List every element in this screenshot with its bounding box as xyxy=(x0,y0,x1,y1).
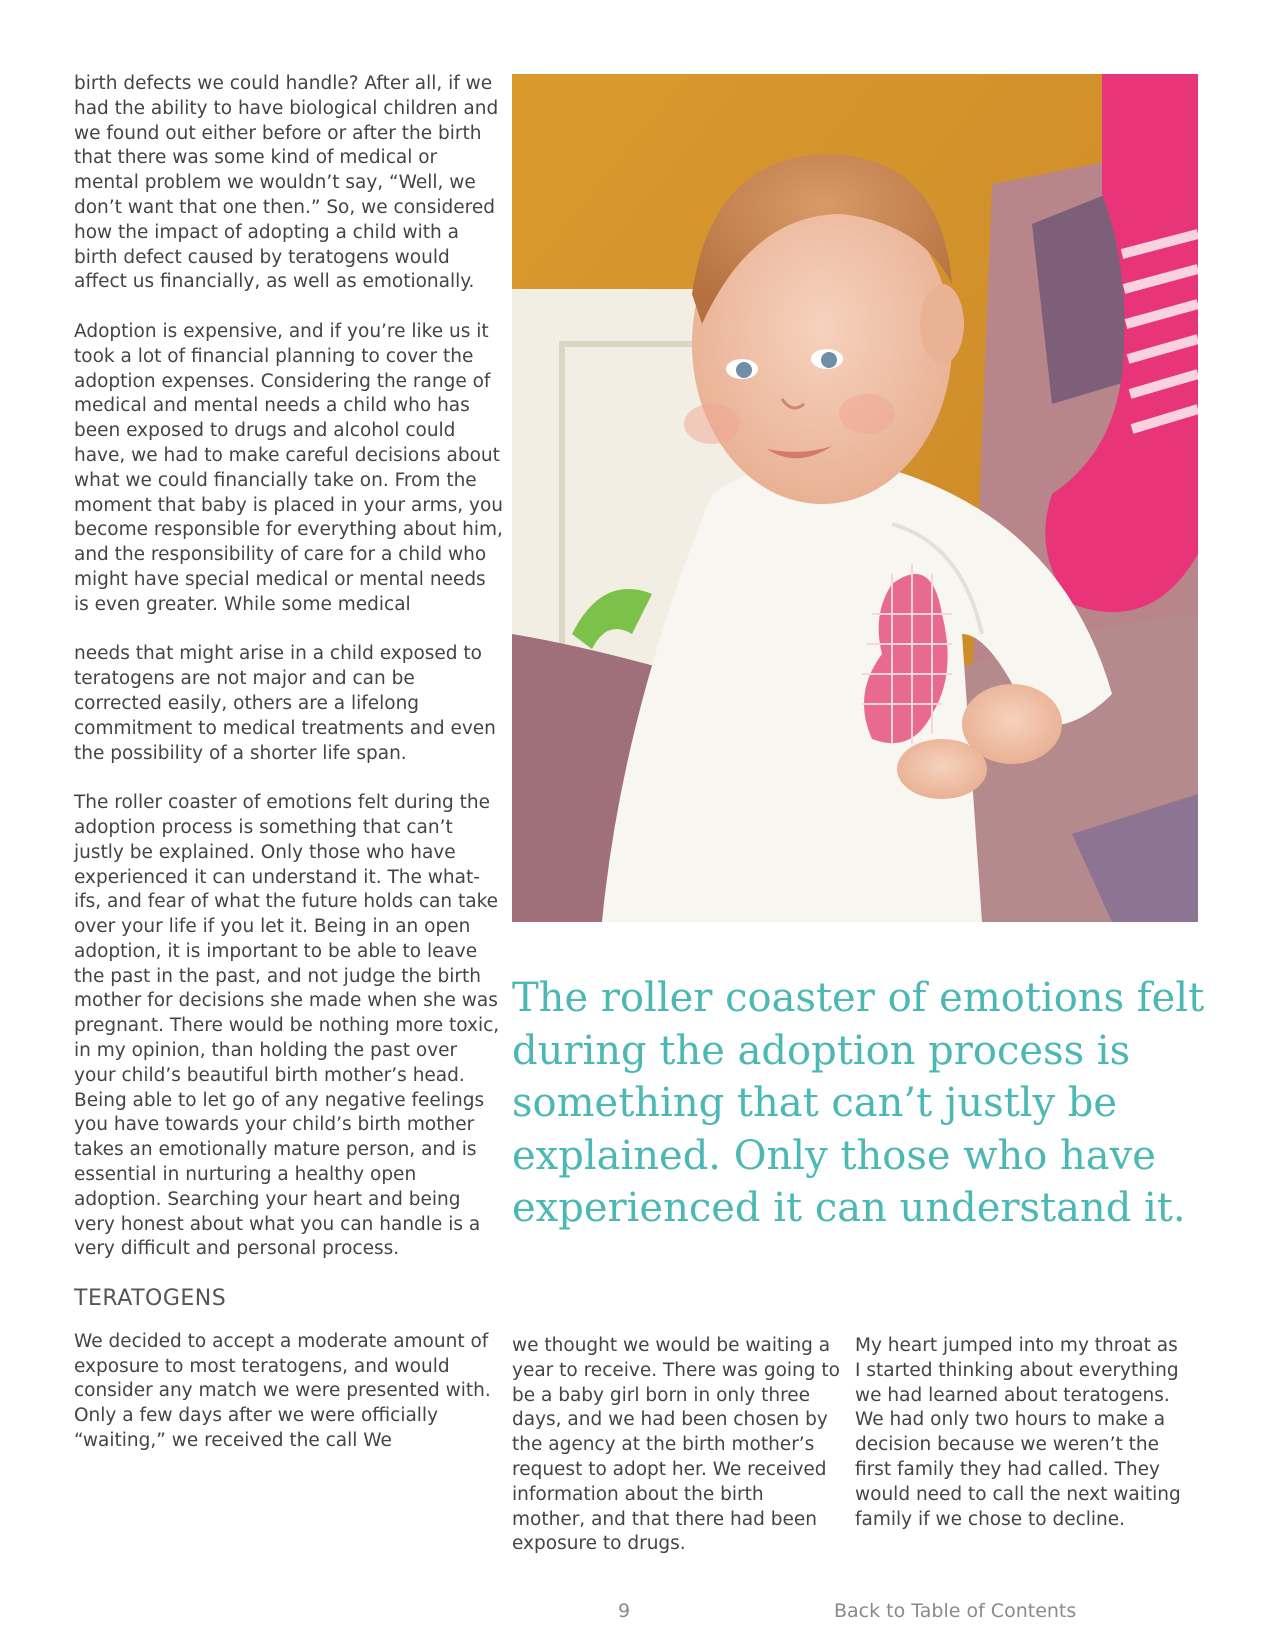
paragraph: The roller coaster of emotions felt during the adoption process is something that can’t justly be explained. Only those who have experienced it can understand it. The what-ifs, and fear of what the future holds can take over your life if you let it. Being in an open adoption, it is important to be able to leave the past in the past, and not judge the birth mother for decisions she made when she was pregnant. There would be nothing more toxic, in my opinion, than holding the past over your child’s beautiful birth mother’s head. Being able to let go of any negative feelings you have towards your child’s birth mother takes an emotionally mature person, and is essential in nurturing a healthy open adoption. Searching your heart and being very honest about what you can handle is a very difficult and personal process. xyxy=(74,792,500,1260)
baby-photo xyxy=(512,74,1198,922)
middle-text-column xyxy=(512,1334,842,1557)
paragraph: Adoption is expensive, and if you’re like us it took a lot of financial planning to cover the adoption expenses. Considering the range of medical and mental needs a child who has been exposed to drugs and alcohol could have, we had to make careful decisions about what we could financially take on. From the moment that baby is placed in your arms, you become responsible for everything about him, and the responsibility of care for a child who might have special medical or mental needs is even greater. While some medical xyxy=(74,320,504,615)
paragraph: needs that might arise in a child exposed to teratogens are not major and can be corrected easily, others are a lifelong commitment to medical treatments and even the possibility of a shorter life span. xyxy=(74,643,496,764)
paragraph: birth defects we could handle? After all, if we had the ability to have biological children and we found out either before or after the birth that there was some kind of medical or mental problem we wouldn’t say, “Well, we don’t want that one then.” So, we considered how the impact of adopting a child with a birth defect caused by teratogens would affect us financially, as well as emotionally. xyxy=(74,73,499,293)
paragraph: we thought we would be waiting a year to receive. There was going to be a baby girl born in only three days, and we had been chosen by the agency at the birth mother’s request to adopt her. We received information about the birth mother, and that there had been exposure to drugs. xyxy=(512,1335,840,1555)
left-text-column xyxy=(74,72,504,1479)
right-text-column xyxy=(855,1334,1185,1532)
paragraph: My heart jumped into my throat as I started thinking about everything we had learned about teratogens. We had only two hours to make a decision because we weren’t the first family they had called. They would need to call the next waiting family if we chose to decline. xyxy=(855,1335,1181,1530)
back-to-toc-link[interactable]: Back to Table of Contents xyxy=(834,1600,1077,1622)
page-number: 9 xyxy=(618,1600,631,1622)
pull-quote: The roller coaster of emotions felt during the adoption process is something that can’t justly be explained. Only those who have experienced it can understand it. xyxy=(512,975,1205,1231)
paragraph: We decided to accept a moderate amount of exposure to most teratogens, and would consider any match we were presented with. Only a few days after we were officially “waiting,” we received the call We xyxy=(74,1330,491,1452)
section-heading: TERATOGENS xyxy=(74,1286,227,1312)
